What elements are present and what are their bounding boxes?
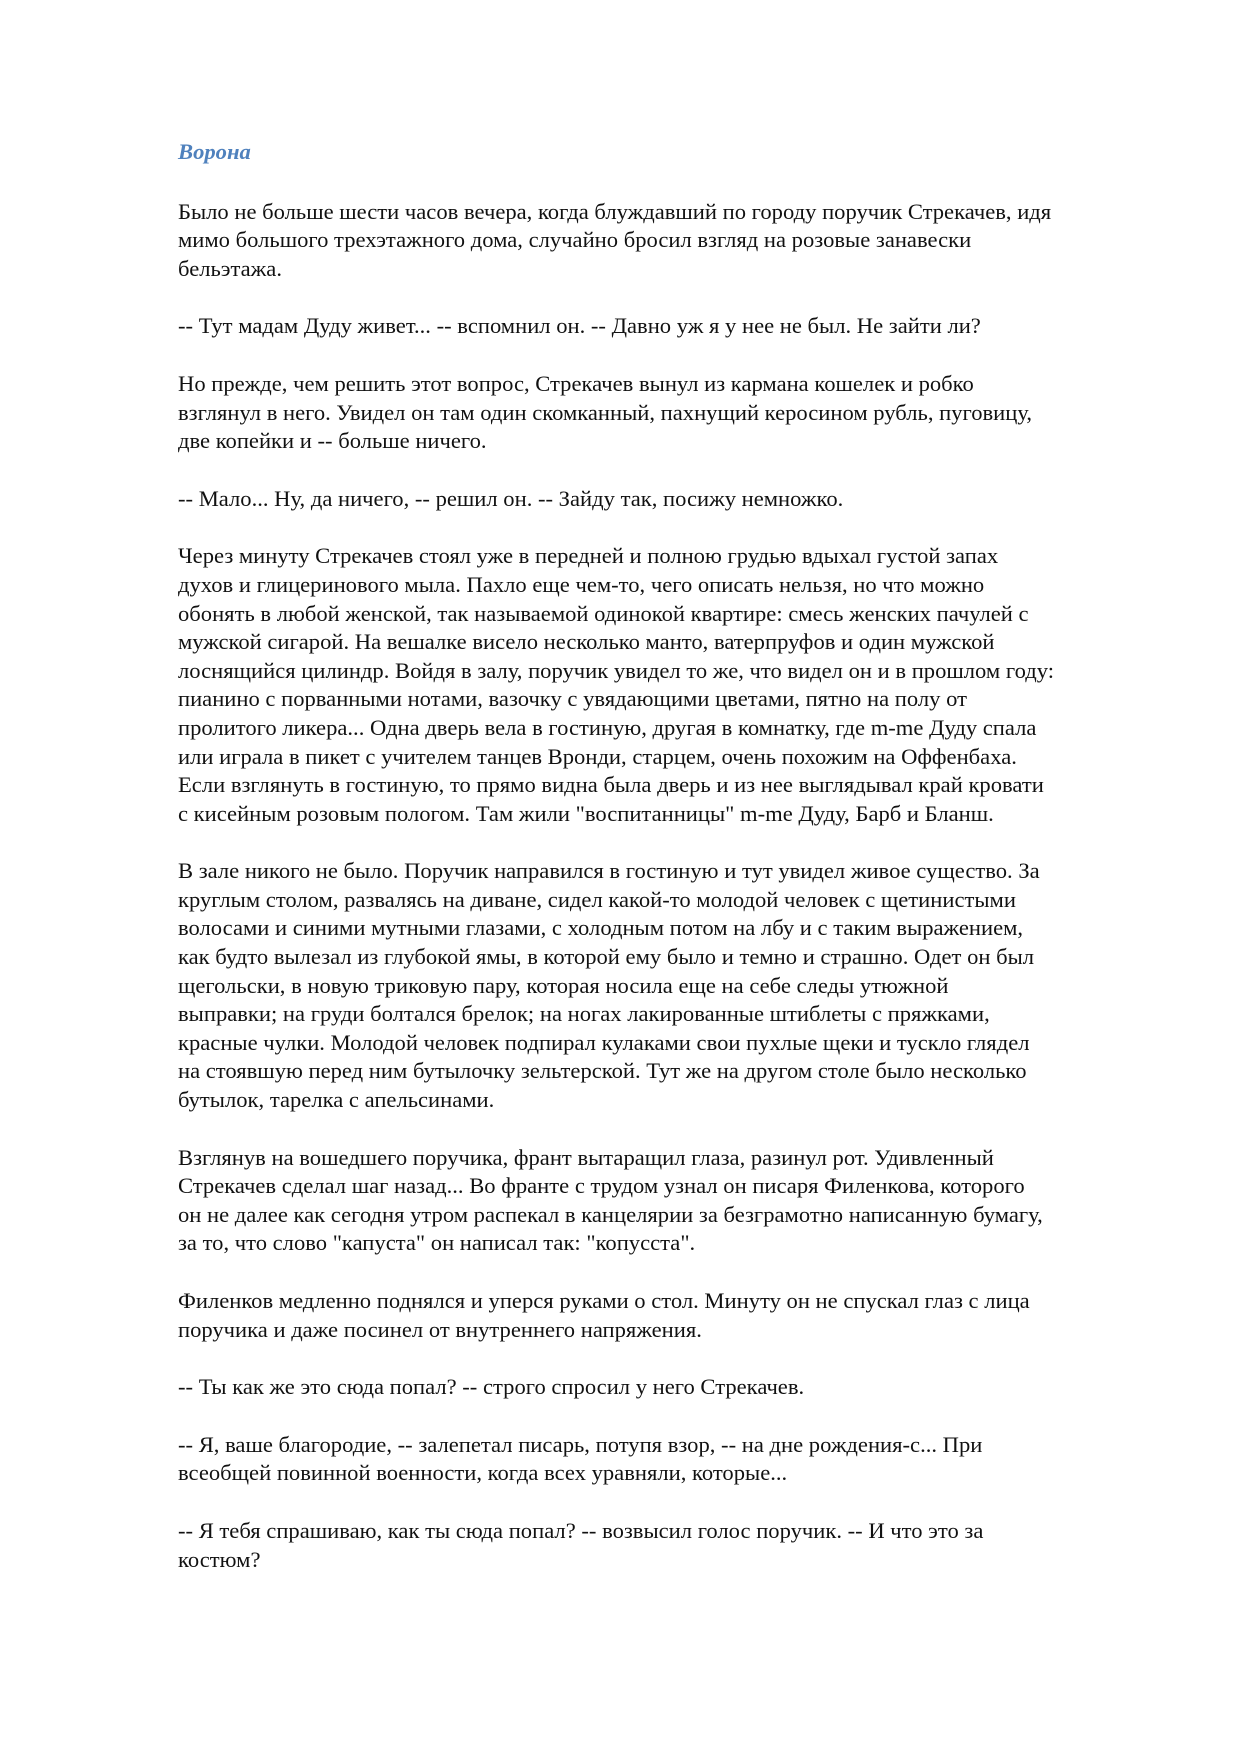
text-line: за то, что слово "капуста" он написал так: "копусста". [178,1230,696,1256]
text-line: бельэтажа. [178,255,282,281]
document-page [178,138,1163,1603]
text-line: Через минуту Стрекачев стоял уже в передней и полною грудью вдыхал густой запах [178,543,999,569]
text-line: всеобщей повинной военности, когда всех уравняли, которые... [178,1460,788,1486]
text-line: на стоявшую перед ним бутылочку зельтерской. Тут же на другом столе было несколько [178,1058,1027,1084]
text-line: поручика и даже посинел от внутреннего напряжения. [178,1316,702,1342]
text-line: Взглянув на вошедшего поручика, франт вытаращил глаза, разинул рот. Удивленный [178,1144,994,1170]
paragraph [178,312,1163,341]
text-line: костюм? [178,1546,261,1572]
paragraph [178,857,1163,1114]
text-line: -- Я, ваше благородие, -- залепетал писарь, потупя взор, -- на дне рождения-с... При [178,1431,983,1457]
text-line: пианино с порванными нотами, вазочку с увядающими цветами, пятно на полу от [178,686,967,712]
text-line: красные чулки. Молодой человек подпирал кулаками свои пухлые щеки и тускло глядел [178,1029,1030,1055]
text-line: или играла в пикет с учителем танцев Вронди, старцем, очень похожим на Оффенбаха. [178,743,1017,769]
text-line: духов и глицеринового мыла. Пахло еще чем-то, чего описать нельзя, но что можно [178,571,985,597]
text-line: щегольски, в новую триковую пару, которая носила еще на себе следы утюжной [178,972,949,998]
paragraph [178,1287,1163,1344]
paragraph [178,1144,1163,1258]
document-body [178,198,1163,1575]
text-line: -- Я тебя спрашиваю, как ты сюда попал? -- возвысил голос поручик. -- И что это за [178,1517,984,1543]
text-line: как будто вылезал из глубокой ямы, в которой ему было и темно и страшно. Одет он был [178,944,1035,970]
text-line: выправки; на груди болтался брелок; на ногах лакированные штиблеты с пряжками, [178,1001,990,1027]
text-line: пролитого ликера... Одна дверь вела в гостиную, другая в комнатку, где m-me Дуду спала [178,714,1037,740]
paragraph [178,542,1163,828]
text-line: Филенков медленно поднялся и уперся руками о стол. Минуту он не спускал глаз с лица [178,1288,1030,1313]
text-line: мужской сигарой. На вешалке висело несколько манто, ватерпруфов и один мужской [178,629,995,655]
document-title: Ворона [178,139,251,164]
paragraph [178,198,1163,284]
text-line: Было не больше шести часов вечера, когда блуждавший по городу поручик Стрекачев, идя [178,198,1052,224]
text-line: лоснящийся цилиндр. Войдя в залу, поручик увидел то же, что видел он и в прошлом году: [178,657,1054,683]
text-line: Но прежде, чем решить этот вопрос, Стрекачев вынул из кармана кошелек и робко [178,370,974,396]
text-line: -- Тут мадам Дуду живет... -- вспомнил он. -- Давно уж я у нее не был. Не зайти ли? [178,313,981,339]
text-line: -- Мало... Ну, да ничего, -- решил он. -- Зайду так, посижу немножко. [178,485,844,511]
text-line: мимо большого трехэтажного дома, случайно бросил взгляд на розовые занавески [178,227,972,253]
text-line: В зале никого не было. Поручик направился в гостиную и тут увидел живое существо. За [178,858,1040,884]
paragraph [178,1517,1163,1574]
text-line: -- Ты как же это сюда попал? -- строго спросил у него Стрекачев. [178,1374,805,1400]
paragraph [178,370,1163,456]
paragraph [178,1431,1163,1488]
text-line: волосами и синими мутными глазами, с холодным потом на лбу и с таким выражением, [178,915,1024,941]
text-line: обонять в любой женской, так называемой одинокой квартире: смесь женских пачулей с [178,600,1029,626]
text-line: Если взглянуть в гостиную, то прямо видна была дверь и из нее выглядывал край кровати [178,772,1044,798]
text-line: с кисейным розовым пологом. Там жили "воспитанницы" m-me Дуду, Барб и Бланш. [178,800,994,826]
text-line: он не далее как сегодня утром распекал в канцелярии за безграмотно написанную бумагу, [178,1201,1043,1227]
text-line: взглянул в него. Увидел он там один скомканный, пахнущий керосином рубль, пуговицу, [178,399,1033,425]
paragraph [178,485,1163,514]
text-line: бутылок, тарелка с апельсинами. [178,1087,495,1113]
paragraph [178,1373,1163,1402]
text-line: Стрекачев сделал шаг назад... Во франте с трудом узнал он писаря Филенкова, которого [178,1173,1025,1199]
text-line: две копейки и -- больше ничего. [178,428,487,454]
text-line: круглым столом, развалясь на диване, сидел какой-то молодой человек с щетинистыми [178,886,1016,912]
